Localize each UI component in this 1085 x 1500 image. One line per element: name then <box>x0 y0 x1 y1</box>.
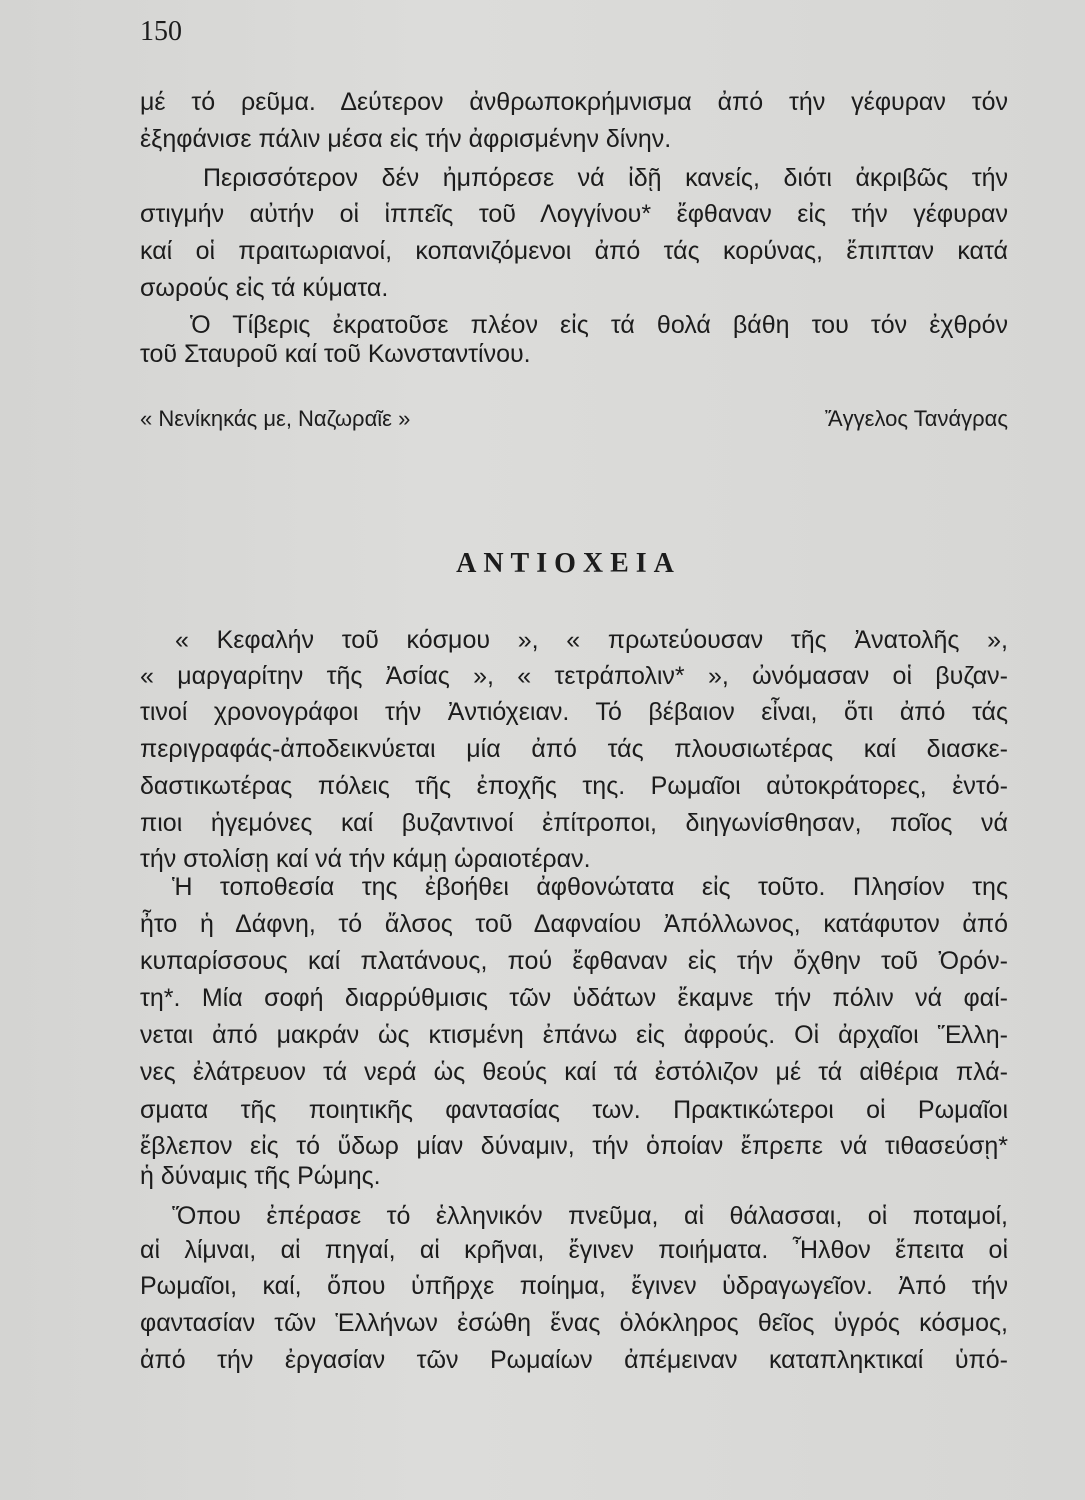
text-line: Ρωμαῖοι, καί, ὅπου ὑπῆρχε ποίημα, ἔγινεν ὑδραγωγεῖον. Ἀπό τήν <box>140 1272 1008 1300</box>
text-line: καί οἱ πραιτωριανοί, κοπανιζόμενοι ἀπό τάς κορύνας, ἔπιπταν κατά <box>140 237 1008 265</box>
author-name: Ἄγγελος Τανάγρας <box>824 406 1008 431</box>
text-line: ἔβλεπον εἰς τό ὕδωρ μίαν δύναμιν, τήν ὁποίαν ἔπρεπε νά τιθασεύσῃ* <box>140 1132 1008 1160</box>
text-line: ἦτο ἡ Δάφνη, τό ἄλσος τοῦ Δαφναίου Ἀπόλλωνος, κατάφυτον ἀπό <box>140 910 1008 938</box>
text-line: πιοι ἡγεμόνες καί βυζαντινοί ἐπίτροποι, διηγωνίσθησαν, ποῖος νά <box>140 809 1008 837</box>
text-line: ἀπό τήν ἐργασίαν τῶν Ρωμαίων ἀπέμειναν καταπληκτικαί ὑπό- <box>140 1346 1008 1374</box>
text-line: ἐξηφάνισε πάλιν μέσα εἰς τήν ἀφρισμένην δίνην. <box>140 125 672 153</box>
text-line: σωρούς εἰς τά κύματα. <box>140 274 389 302</box>
text-line: Ὅπου ἐπέρασε τό ἑλληνικόν πνεῦμα, αἱ θάλασσαι, οἱ ποταμοί, <box>172 1202 1008 1230</box>
source-title: « Νενίκηκάς με, Ναζωραῖε » <box>140 406 411 431</box>
text-line: τινοί χρονογράφοι τήν Ἀντιόχειαν. Τό βέβαιον εἶναι, ὅτι ἀπό τάς <box>140 698 1008 726</box>
text-line: Περισσότερον δέν ἠμπόρεσε νά ἰδῇ κανείς, διότι ἀκριβῶς τήν <box>203 164 1008 192</box>
page-number: 150 <box>140 16 182 47</box>
text-line: τοῦ Σταυροῦ καί τοῦ Κωνσταντίνου. <box>140 340 531 368</box>
text-line: κυπαρίσσους καί πλατάνους, πού ἔφθαναν εἰς τήν ὄχθην τοῦ Ὀρόν- <box>140 947 1008 975</box>
text-line: νες ἐλάτρευον τά νερά ὡς θεούς καί τά ἐστόλιζον μέ τά αἰθέρια πλά- <box>140 1058 1008 1086</box>
text-line: μέ τό ρεῦμα. Δεύτερον ἀνθρωποκρήμνισμα ἀπό τήν γέφυραν τόν <box>140 88 1008 116</box>
text-line: στιγμήν αὐτήν οἱ ἱππεῖς τοῦ Λογγίνου* ἔφθαναν εἰς τήν γέφυραν <box>140 200 1008 228</box>
text-line: περιγραφάς-ἀποδεικνύεται μία ἀπό τάς πλουσιωτέρας καί διασκε- <box>140 735 1008 763</box>
text-line: « μαργαρίτην τῆς Ἀσίας », « τετράπολιν* », ὠνόμασαν οἱ βυζαν- <box>140 662 1008 690</box>
text-line: αἱ λίμναι, αἱ πηγαί, αἱ κρῆναι, ἔγινεν ποιήματα. Ἦλθον ἔπειτα οἱ <box>140 1236 1008 1264</box>
text-line: Ὁ Τίβερις ἐκρατοῦσε πλέον εἰς τά θολά βάθη του τόν ἐχθρόν <box>190 311 1008 339</box>
text-line: νεται ἀπό μακράν ὡς κτισμένη ἐπάνω εἰς ἀφρούς. Οἱ ἀρχαῖοι Ἕλλη- <box>140 1021 1008 1049</box>
text-line: « Κεφαλήν τοῦ κόσμου », « πρωτεύουσαν τῆς Ἀνατολῆς », <box>175 626 1008 654</box>
text-line: ἡ δύναμις τῆς Ρώμης. <box>140 1162 381 1190</box>
text-line: τη*. Μία σοφή διαρρύθμισις τῶν ὑδάτων ἔκαμνε τήν πόλιν νά φαί- <box>140 984 1008 1012</box>
text-line: Ἡ τοποθεσία της ἐβοήθει ἀφθονώτατα εἰς τοῦτο. Πλησίον της <box>172 873 1008 901</box>
text-line: φαντασίαν τῶν Ἑλλήνων ἐσώθη ἕνας ὁλόκληρος θεῖος ὑγρός κόσμος, <box>140 1309 1008 1337</box>
chapter-title: ΑΝΤΙΟΧΕΙΑ <box>456 548 681 579</box>
text-line: δαστικωτέρας πόλεις τῆς ἐποχῆς της. Ρωμαῖοι αὐτοκράτορες, ἐντό- <box>140 772 1008 800</box>
text-line: τήν στολίσῃ καί νά τήν κάμῃ ὡραιοτέραν. <box>140 845 591 873</box>
text-line: σματα τῆς ποιητικῆς φαντασίας των. Πρακτικώτεροι οἱ Ρωμαῖοι <box>140 1096 1008 1124</box>
